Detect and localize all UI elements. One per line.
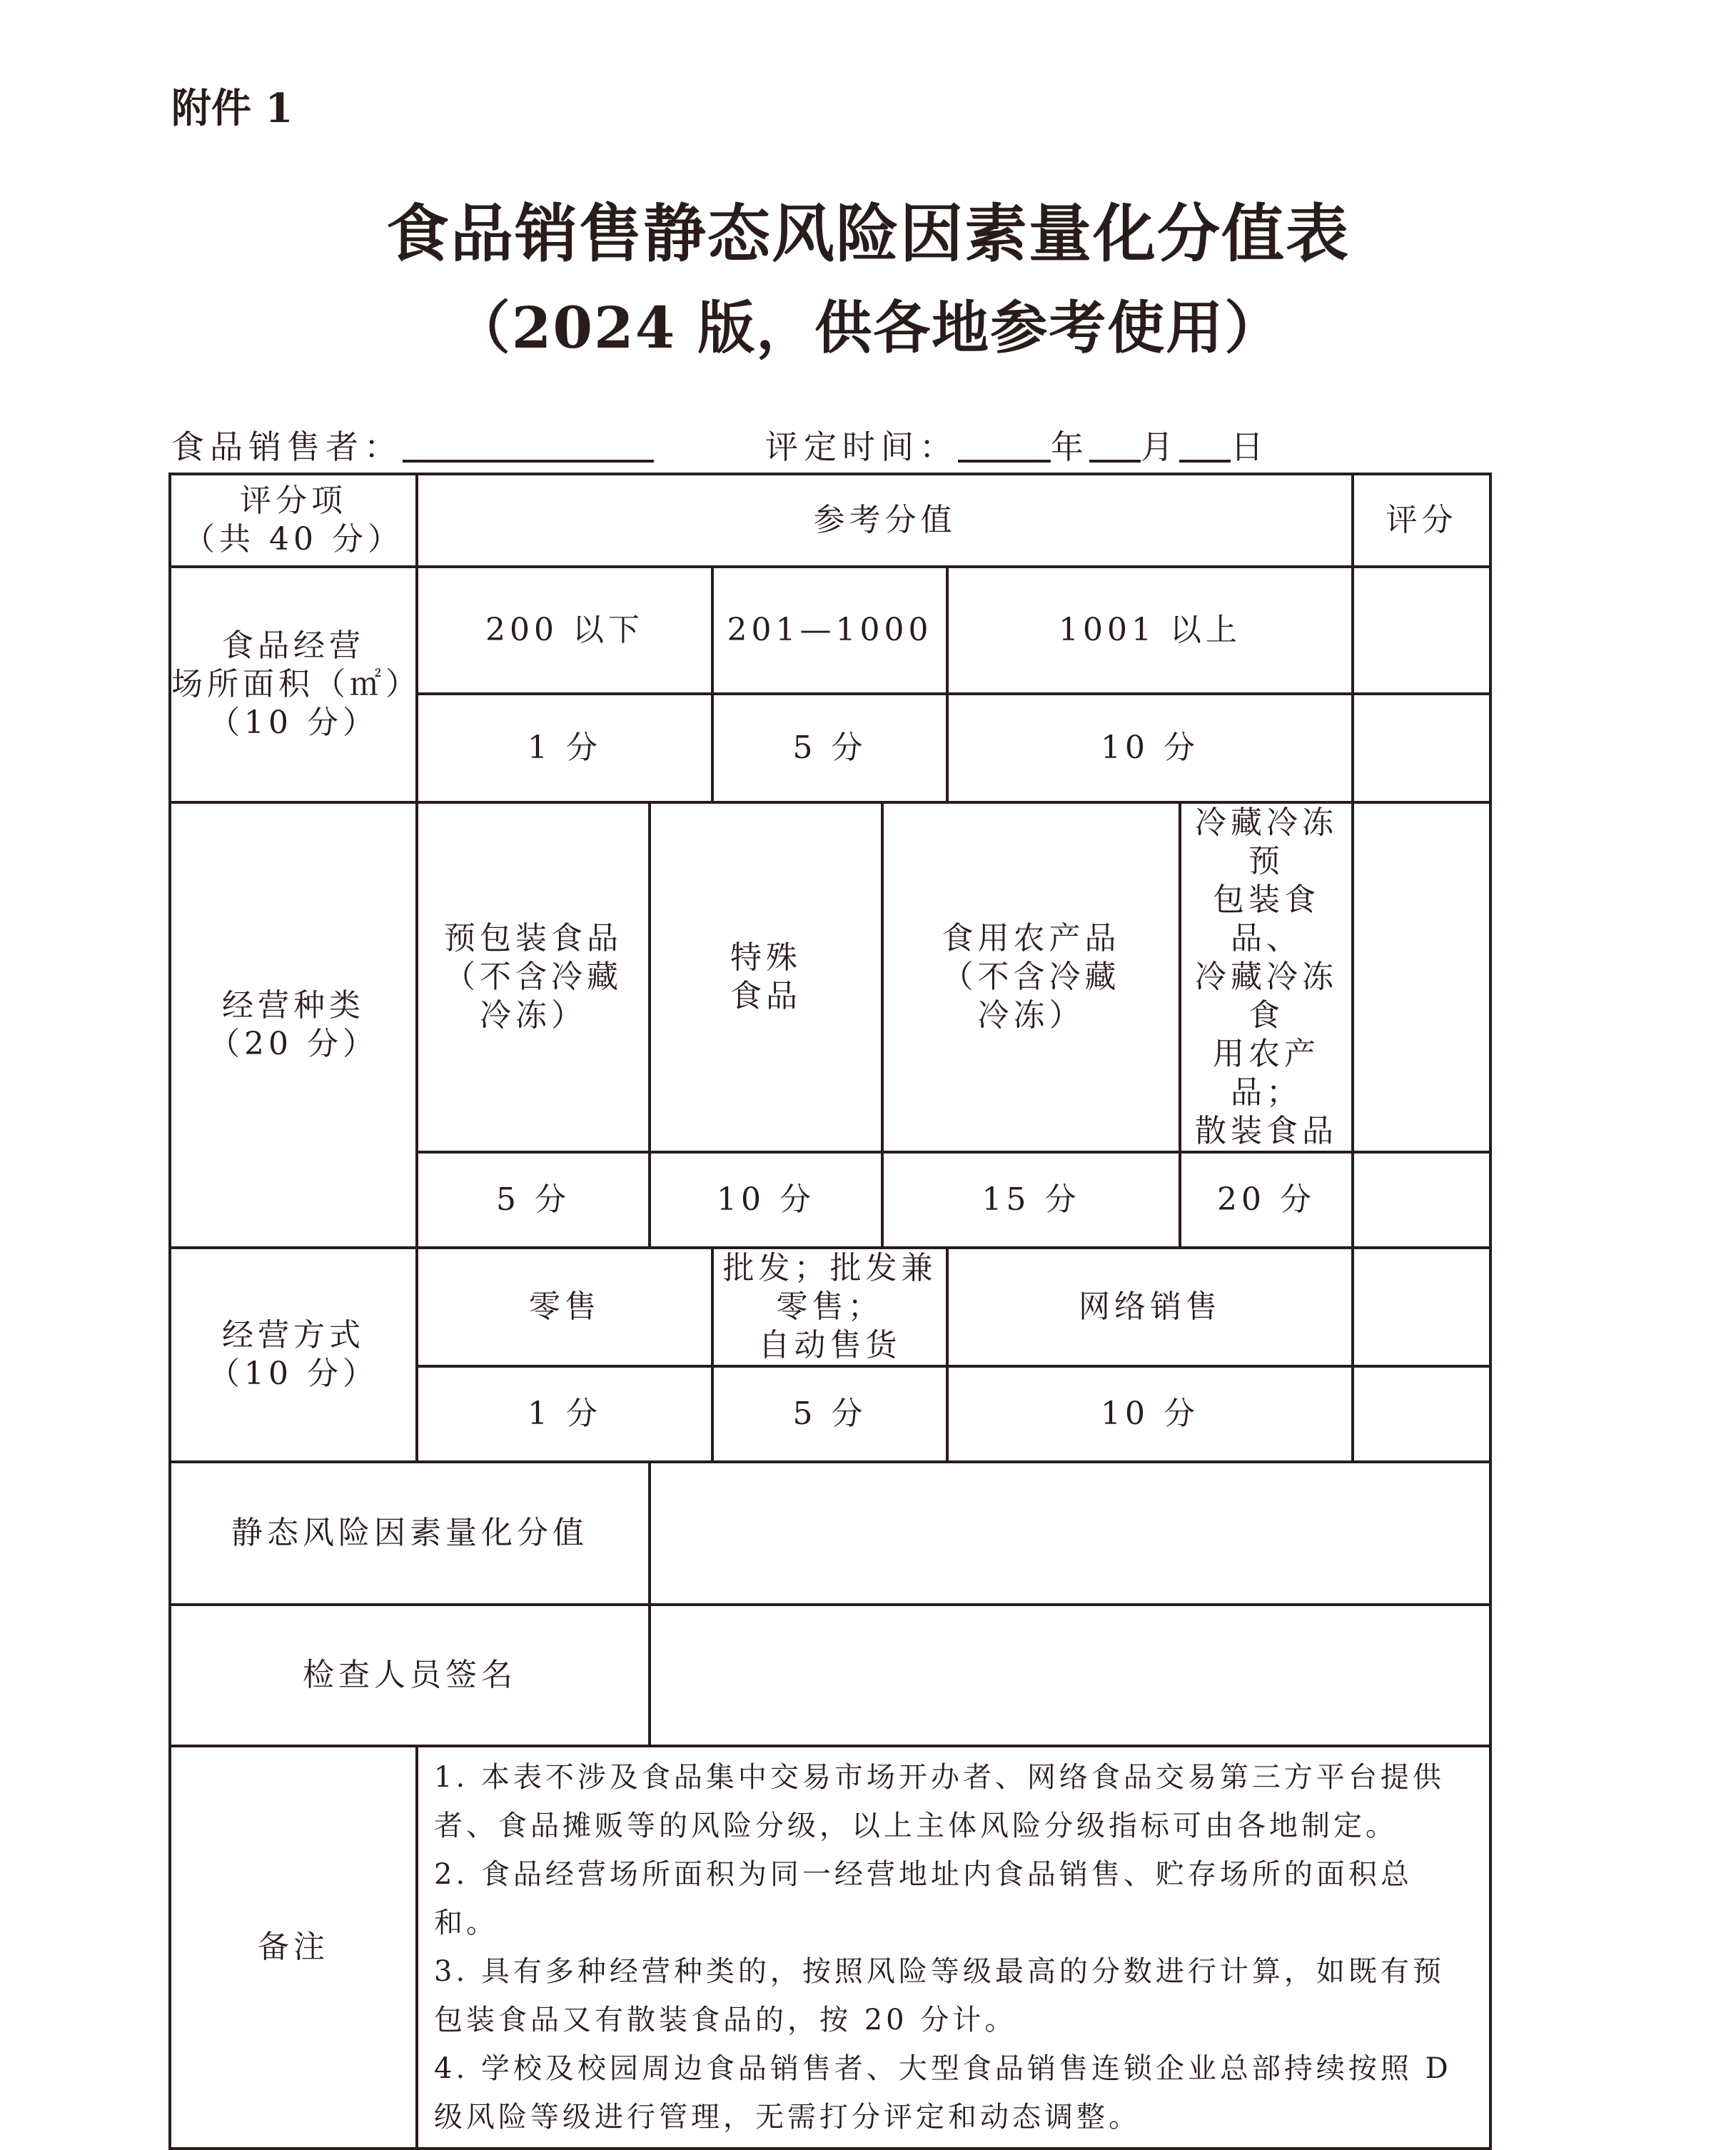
area-points-1: 1 分 bbox=[417, 694, 712, 802]
year-blank[interactable] bbox=[958, 428, 1051, 463]
remarks-content bbox=[417, 1746, 1490, 2149]
category-points-2: 10 分 bbox=[650, 1152, 882, 1248]
category-option-2: 特殊 食品 bbox=[650, 802, 882, 1152]
remark-1: 1. 本表不涉及食品集中交易市场开办者、网络食品交易第三方平台提供者、食品摊贩等的风险分级，以上主体风险分级指标可由各地制定。 bbox=[434, 1761, 1445, 1842]
inspector-signature-cell[interactable] bbox=[650, 1605, 1490, 1746]
area-option-2: 201—1000 bbox=[712, 567, 947, 694]
remark-3: 3. 具有多种经营种类的，按照风险等级最高的分数进行计算，如既有预包装食品又有散装食品的，按 20 分计。 bbox=[434, 1955, 1445, 2037]
header-item-cell: 评分项 （共 40 分） bbox=[170, 474, 417, 567]
area-options-row bbox=[170, 567, 1490, 694]
category-option-3: 食用农产品 （不含冷藏 冷冻） bbox=[882, 802, 1180, 1152]
date-field bbox=[765, 421, 1269, 468]
category-score-cell[interactable] bbox=[1353, 802, 1490, 1152]
signature-row bbox=[170, 1605, 1490, 1746]
month-blank[interactable] bbox=[1089, 428, 1141, 463]
remark-2: 2. 食品经营场所面积为同一经营地址内食品销售、贮存场所的面积总和。 bbox=[434, 1858, 1413, 1939]
day-label: 日 bbox=[1231, 428, 1269, 466]
area-points-score-cell[interactable] bbox=[1353, 694, 1490, 802]
area-points-2: 5 分 bbox=[712, 694, 947, 802]
date-label: 评定时间： bbox=[765, 428, 958, 466]
category-points-score-cell[interactable] bbox=[1353, 1152, 1490, 1248]
header-reference: 参考分值 bbox=[417, 474, 1353, 567]
remark-4: 4. 学校及校园周边食品销售者、大型食品销售连锁企业总部持续按照 D 级风险等级进行管理，无需打分评定和动态调整。 bbox=[434, 2052, 1452, 2134]
day-blank[interactable] bbox=[1179, 428, 1231, 463]
header-score: 评分 bbox=[1353, 474, 1490, 567]
category-points-1: 5 分 bbox=[417, 1152, 650, 1248]
mode-score-cell[interactable] bbox=[1353, 1248, 1490, 1366]
month-label: 月 bbox=[1141, 428, 1179, 466]
mode-points-score-cell[interactable] bbox=[1353, 1366, 1490, 1462]
document-title: 食品销售静态风险因素量化分值表 bbox=[385, 196, 1350, 271]
header-row bbox=[170, 474, 1490, 567]
seller-blank[interactable] bbox=[403, 428, 654, 463]
attachment-label: 附件 1 bbox=[171, 85, 293, 132]
category-label: 经营种类 （20 分） bbox=[170, 802, 417, 1248]
area-points-3: 10 分 bbox=[947, 694, 1353, 802]
area-score-cell[interactable] bbox=[1353, 567, 1490, 694]
category-option-1: 预包装食品 （不含冷藏 冷冻） bbox=[417, 802, 650, 1152]
seller-label: 食品销售者： bbox=[171, 428, 403, 466]
category-options-row bbox=[170, 802, 1490, 1152]
category-points-3: 15 分 bbox=[882, 1152, 1180, 1248]
category-option-4: 冷藏冷冻预 包装食品、 冷藏冷冻食 用农产品； 散装食品 bbox=[1180, 802, 1353, 1152]
mode-points-3: 10 分 bbox=[947, 1366, 1353, 1462]
inspector-signature-label: 检查人员签名 bbox=[170, 1605, 650, 1746]
quantified-value-label: 静态风险因素量化分值 bbox=[170, 1462, 650, 1605]
area-option-3: 1001 以上 bbox=[947, 567, 1353, 694]
mode-points-2: 5 分 bbox=[712, 1366, 947, 1462]
remarks-row bbox=[170, 1746, 1490, 2149]
risk-score-table bbox=[168, 473, 1492, 2150]
seller-field bbox=[171, 421, 654, 468]
area-option-1: 200 以下 bbox=[417, 567, 712, 694]
mode-options-row bbox=[170, 1248, 1490, 1366]
mode-option-3: 网络销售 bbox=[947, 1248, 1353, 1366]
quantified-row bbox=[170, 1462, 1490, 1605]
mode-option-1: 零售 bbox=[417, 1248, 712, 1366]
document-subtitle: （2024 版，供各地参考使用） bbox=[453, 294, 1283, 361]
year-label: 年 bbox=[1051, 428, 1089, 466]
mode-points-1: 1 分 bbox=[417, 1366, 712, 1462]
category-points-4: 20 分 bbox=[1180, 1152, 1353, 1248]
remarks-label: 备注 bbox=[170, 1746, 417, 2149]
quantified-value-cell[interactable] bbox=[650, 1462, 1490, 1605]
area-label: 食品经营 场所面积（㎡） （10 分） bbox=[170, 567, 417, 802]
mode-label: 经营方式 （10 分） bbox=[170, 1248, 417, 1462]
mode-option-2: 批发；批发兼零售； 自动售货 bbox=[712, 1248, 947, 1366]
